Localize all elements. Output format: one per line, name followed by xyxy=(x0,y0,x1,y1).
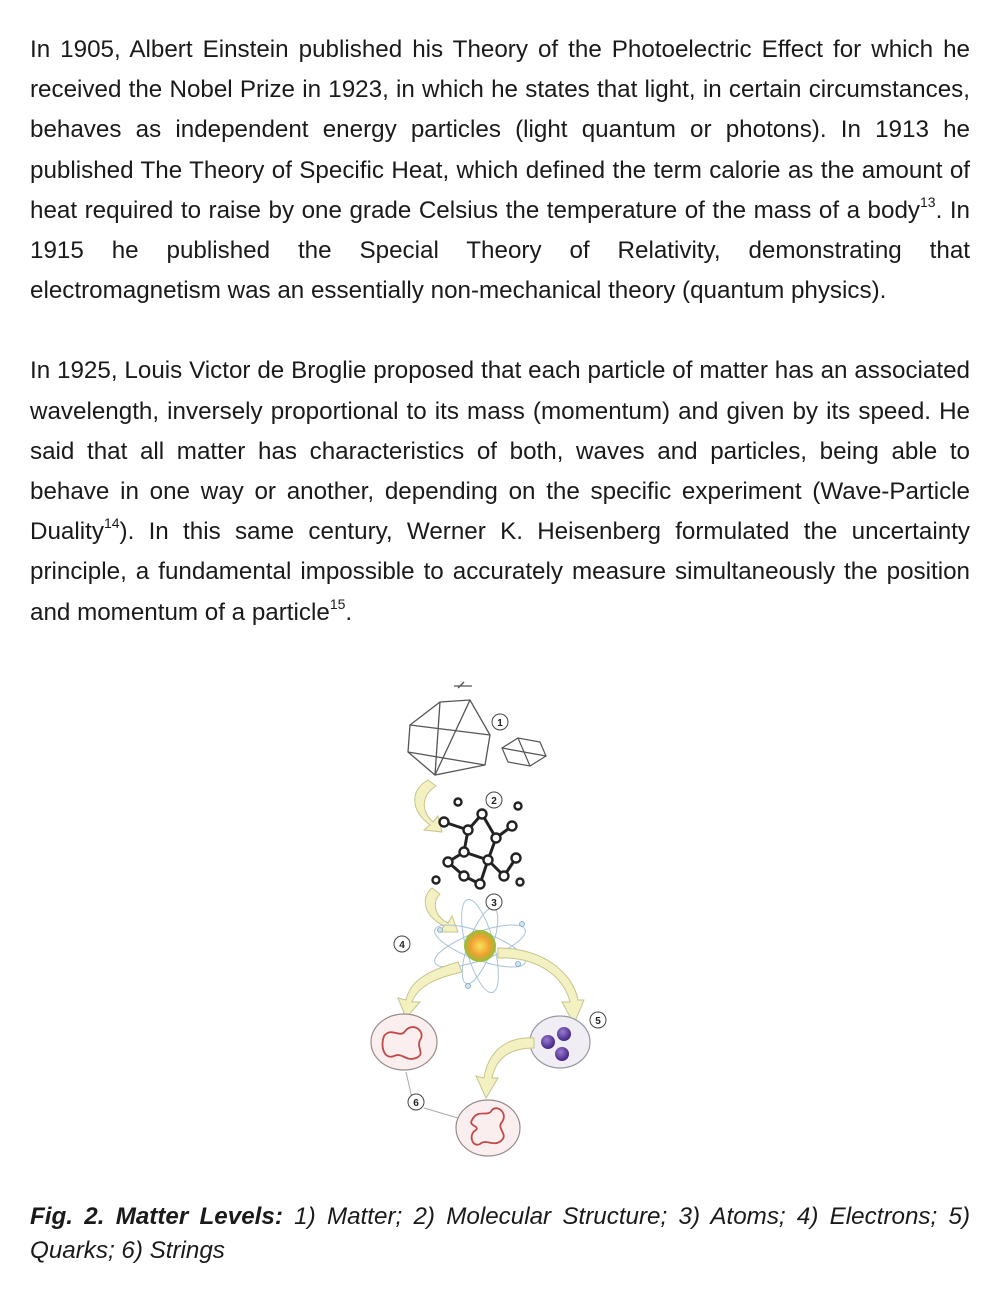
paragraph-text: In 1925, Louis Victor de Broglie proposed that each particle of matter has an associated wavelength, inversely proportional to its mass (momentum) and given by its speed. He said that all matter has characteristics of both, waves and particles, being able to behave in one way or another, depending on the specific experiment (Wave-Particle Duality xyxy=(30,357,970,546)
paragraph-text: In 1905, Albert Einstein published his Theory of the Photoelectric Effect for which he received the Nobel Prize in 1923, in which he states that light, in certain circumstances, behaves as independent energy particles (light quantum or photons). In 1913 he published The Theory of Specific Heat, which defined the term calorie as the amount of heat required to raise by one grade Celsius the temperature of the mass of a body xyxy=(30,36,970,224)
level-label-3 xyxy=(486,894,502,910)
arrow-matter-to-molecule xyxy=(415,780,442,832)
level-label-2 xyxy=(486,792,502,808)
svg-text:5: 5 xyxy=(595,1016,601,1027)
electron-string-icon xyxy=(371,1014,437,1070)
quarks-icon xyxy=(530,1016,590,1068)
matter-levels-figure xyxy=(340,680,620,1160)
svg-text:6: 6 xyxy=(413,1098,419,1109)
arrow-atom-to-electron xyxy=(398,962,462,1018)
svg-text:1: 1 xyxy=(497,718,503,729)
paragraph-text: . In 1915 he published the Special Theory of Relativity, demonstrating that electromagnetism was an essentially non-mechanical theory (quantum physics). xyxy=(30,196,970,305)
crystal-diamond-icon xyxy=(408,682,490,775)
arrow-atom-to-quark xyxy=(498,948,584,1024)
atom-icon xyxy=(430,896,530,996)
molecule-lattice-icon xyxy=(433,799,524,889)
level-label-6 xyxy=(408,1094,424,1110)
footnote-ref-13[interactable]: 13 xyxy=(920,193,936,210)
level-label-5 xyxy=(590,1012,606,1028)
string-loop-icon xyxy=(456,1100,520,1156)
footnote-ref-14[interactable]: 14 xyxy=(103,515,120,532)
svg-text:3: 3 xyxy=(491,898,497,909)
footnote-ref-15[interactable]: 15 xyxy=(329,595,346,612)
connector-line xyxy=(406,1072,412,1098)
arrow-quark-to-string xyxy=(476,1038,534,1098)
small-crystal-icon xyxy=(502,738,546,766)
document-page xyxy=(30,30,970,633)
svg-text:4: 4 xyxy=(399,940,405,951)
figure-caption xyxy=(30,1200,970,1268)
paragraph-text: ). In this same century, Werner K. Heisenberg formulated the uncertainty principle, a fundamental impossible to accurately measure simultaneously the position and momentum of a particle xyxy=(30,518,970,626)
paragraph-text: . xyxy=(345,598,353,626)
caption-text: 1) Matter; 2) Molecular Structure; 3) Atoms; 4) Electrons; 5) Quarks; 6) Strings xyxy=(30,1203,970,1264)
svg-text:2: 2 xyxy=(491,796,497,807)
paragraph-de-broglie xyxy=(30,351,970,632)
level-label-4 xyxy=(394,936,410,952)
paragraph-einstein xyxy=(30,30,970,311)
connector-line xyxy=(424,1108,458,1118)
level-label-1 xyxy=(492,714,508,730)
caption-title: Fig. 2. Matter Levels: xyxy=(30,1203,283,1230)
